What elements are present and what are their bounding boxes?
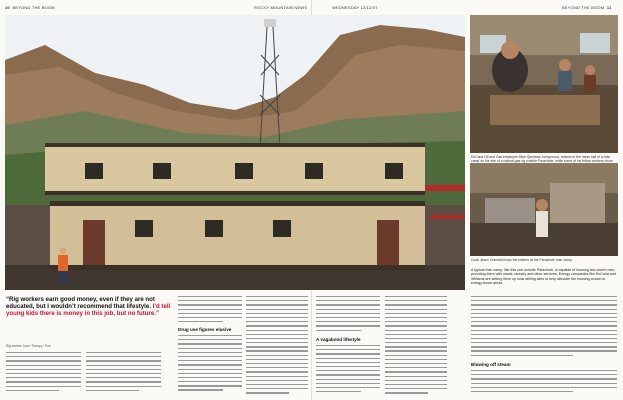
body-column-4 — [246, 296, 308, 398]
folio-date — [332, 5, 378, 10]
publication-date: WEDNESDAY 12/12/07 — [332, 5, 378, 10]
subhead-vagabond: A vagabond lifestyle — [316, 337, 361, 342]
body-column-3b — [178, 335, 242, 398]
page-number-right: 11 — [606, 5, 612, 10]
caption-mess-hall: EnCana Oil and Gas employee Mike Quintana, foreground, relaxes in the mess hall of a man camp on the site of a natural-gas rig outside Parachute, while some of his fellow workers chow — [471, 155, 613, 163]
body-column-6 — [385, 296, 447, 398]
section-name-right: BEYOND THE BOOM — [562, 5, 605, 10]
mess-hall-photo — [470, 15, 618, 153]
lower-trailer — [50, 201, 425, 270]
folio-left — [5, 5, 55, 10]
pull-quote-highlight: I’d tell young kids there is money in this job, but no future.” — [6, 303, 171, 318]
folio-right — [562, 5, 612, 10]
body-column-7b — [471, 370, 617, 398]
pull-quote — [6, 296, 172, 318]
folio-center — [254, 5, 307, 10]
page-number-left: 10 — [5, 5, 10, 10]
kitchen-photo — [470, 163, 618, 256]
subhead-drugs: Drug use figures elusive — [178, 327, 232, 332]
body-column-1 — [6, 352, 81, 398]
body-column-5a — [316, 296, 380, 336]
man-camp-photo — [5, 15, 465, 290]
caption-kitchen: Cook Jason Crandall mops the kitchen at the Parachute man camp. — [471, 258, 573, 262]
pull-quote-credit: Rig worker Jose “Stumpy” Poe — [6, 344, 51, 348]
upper-trailer — [45, 143, 425, 195]
body-column-3a — [178, 296, 242, 326]
section-name-left: BEYOND THE BOOM — [12, 5, 55, 10]
subhead-blowing: Blowing off steam — [471, 362, 511, 367]
body-column-7 — [471, 296, 617, 362]
pull-quote-part1: “Rig workers earn good money, even if they are not educated, but I wouldn’t recommend that lifestyle. — [6, 296, 155, 311]
body-column-2 — [86, 352, 161, 398]
publication-name: ROCKY MOUNTAIN NEWS — [254, 5, 308, 10]
caption-main-photo: A typical man camp, like this one outside Parachute, is capable of housing two-dozen men, providing them with meals, laundry and other services. Energy companies like EnCana and Williams are setting them up near drilling sites to help alleviate the housing crunch in energy-boom areas. — [471, 268, 616, 285]
body-column-5b — [316, 345, 380, 398]
